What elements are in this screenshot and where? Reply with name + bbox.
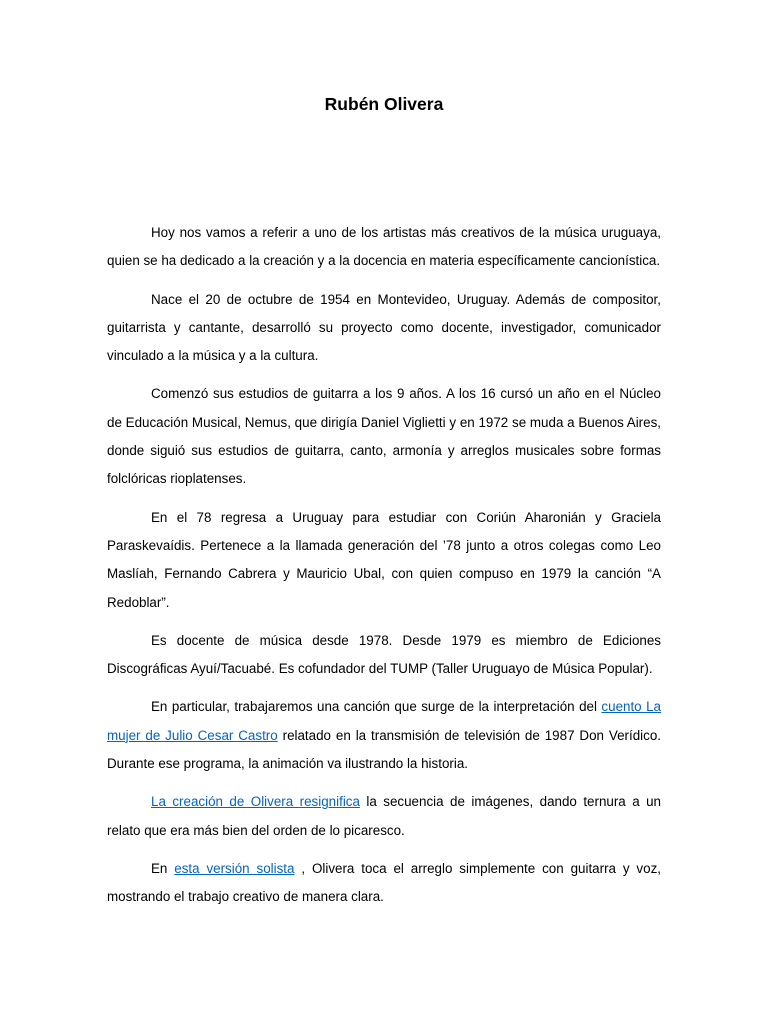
- paragraph-generation-78: En el 78 regresa a Uruguay para estudiar con Coriún Aharonián y Graciela Paraskevaídis. Pertenece a la llamada generación del ’78 junto a otros colegas como Leo Maslíah, Fernando Cabrera y Mauricio Ubal, con quien compuso en 1979 la canción “A Redoblar”.: [107, 509, 661, 610]
- paragraph-song-text-before: En particular, trabajaremos una canción que surge de la interpretación del: [151, 699, 602, 715]
- paragraph-song: [107, 693, 661, 778]
- solo-version-link[interactable]: esta versión solista: [174, 860, 295, 876]
- paragraph-studies: Comenzó sus estudios de guitarra a los 9 años. A los 16 cursó un año en el Núcleo de Educación Musical, Nemus, que dirigía Daniel Viglietti y en 1972 se muda a Buenos Aires, donde siguió sus estudios de guitarra, canto, armonía y arreglos musicales sobre formas folclóricas rioplatenses.: [107, 386, 661, 487]
- creation-link[interactable]: La creación de Olivera resignifica: [151, 794, 360, 810]
- paragraph-creation: [107, 788, 661, 845]
- document-body: [107, 219, 661, 922]
- cuento-link[interactable]: cuento La mujer de Julio Cesar Castro: [107, 699, 661, 743]
- paragraph-solo-version: [107, 855, 661, 912]
- page-title: Rubén Olivera: [324, 94, 444, 114]
- paragraph-teaching: Es docente de música desde 1978. Desde 1979 es miembro de Ediciones Discográficas Ayuí/Tacuabé. Es cofundador del TUMP (Taller Uruguayo de Música Popular).: [107, 632, 661, 677]
- paragraph-intro: Hoy nos vamos a referir a uno de los artistas más creativos de la música uruguaya, quien se ha dedicado a la creación y a la docencia en materia específicamente cancionística.: [107, 225, 661, 269]
- paragraph-birth: Nace el 20 de octubre de 1954 en Montevideo, Uruguay. Además de compositor, guitarrista y cantante, desarrolló su proyecto como docente, investigador, comunicador vinculado a la música y a la cultura.: [107, 291, 661, 364]
- paragraph-solo-text-after: , Olivera toca el arreglo simplemente con guitarra y voz, mostrando el trabajo creativo de manera clara.: [107, 860, 661, 905]
- paragraph-solo-text-before: En: [151, 860, 175, 876]
- paragraph-song-text-after: relatado en la transmisión de televisión de 1987 Don Verídico. Durante ese programa, la animación va ilustrando la historia.: [107, 727, 661, 772]
- paragraph-creation-text-after: la secuencia de imágenes, dando ternura a un relato que era más bien del orden de lo picaresco.: [107, 794, 661, 838]
